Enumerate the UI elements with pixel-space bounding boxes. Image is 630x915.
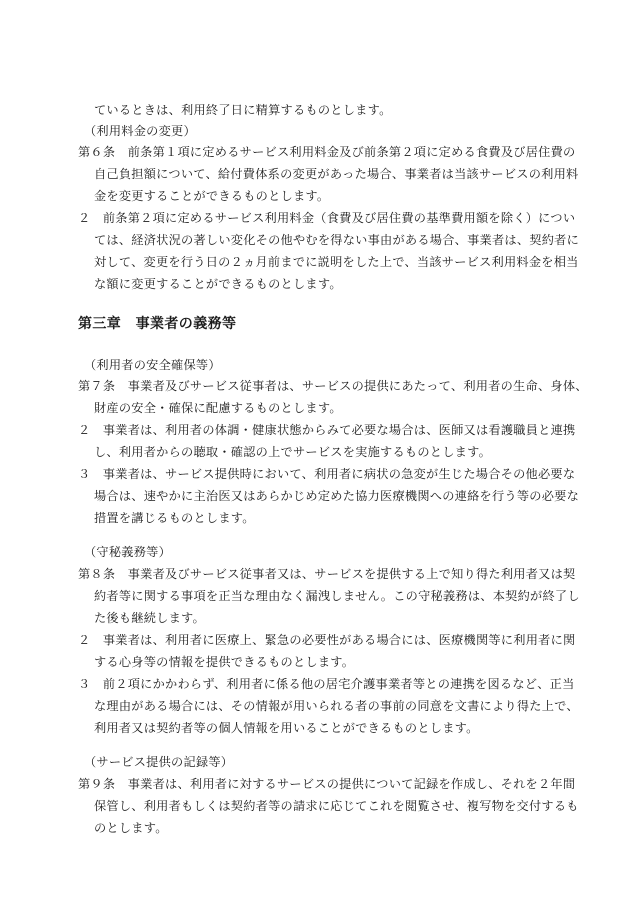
article-9-line-2: 保管し、利用者もしくは契約者等の請求に応じてこれを閲覧させ、複写物を交付するも	[94, 799, 579, 813]
article-7-para-3-line-1: ３ 事業者は、サービス提供時において、利用者に病状の急変が生じた場合その他必要な	[78, 467, 576, 481]
article-7-para-3-line-2: 場合は、速やかに主治医又はあらかじめ定めた協力医療機関への連絡を行う等の必要な	[94, 489, 580, 503]
article-8-para-2-line-2: する心身等の情報を提供できるものとします。	[94, 655, 355, 669]
article-6-line-2: 自己負担額について、給付費体系の変更があった場合、事業者は当該サービスの利用料	[94, 167, 579, 181]
article-6-para-2-line-2: ては、経済状況の著しい変化その他やむを得ない事由がある場合、事業者は、契約者に	[94, 233, 580, 247]
section-heading-fee-change: （利用料金の変更）	[84, 124, 196, 138]
article-6-line-1: 第６条 前条第１項に定めるサービス利用料金及び前条第２項に定める食費及び居住費の	[78, 145, 576, 159]
article-8-line-1: 第８条 事業者及びサービス従事者又は、サービスを提供する上で知り得た利用者又は契	[78, 567, 576, 581]
article-7-para-2-line-2: し、利用者からの聴取・確認の上でサービスを実施するものとします。	[94, 445, 492, 459]
article-6-para-2-line-1: ２ 前条第２項に定めるサービス利用料金（食費及び居住費の基準費用額を除く）につい	[78, 211, 576, 225]
article-8-para-3-line-2: な理由がある場合には、その情報が用いられる者の事前の同意を文書により得た上で、	[94, 699, 579, 713]
article-7-line-2: 財産の安全・確保に配慮するものとします。	[94, 401, 342, 415]
continuation-line: ているときは、利用終了日に精算するものとします。	[94, 103, 392, 117]
section-heading-confidentiality: （守秘義務等）	[84, 545, 172, 559]
article-8-line-3: た後も継続します。	[94, 611, 205, 625]
article-6-para-2-line-3: 対して、変更を行う日の２ヵ月前までに説明をした上で、当該サービス利用料金を相当	[94, 255, 579, 269]
article-6-line-3: 金を変更することができるものとします。	[94, 189, 330, 203]
article-7-para-2-line-1: ２ 事業者は、利用者の体調・健康状態からみて必要な場合は、医師又は看護職員と連携	[78, 423, 576, 437]
article-7-para-3-line-3: 措置を講じるものとします。	[94, 511, 255, 525]
section-heading-records: （サービス提供の記録等）	[84, 755, 234, 769]
article-8-line-2: 約者等に関する事項を正当な理由なく漏洩しません。この守秘義務は、本契約が終了し	[94, 589, 580, 603]
article-8-para-3-line-1: ３ 前２項にかかわらず、利用者に係る他の居宅介護事業者等との連携を図るなど、正当	[78, 677, 575, 691]
article-6-para-2-line-4: な額に変更することができるものとします。	[94, 277, 342, 291]
section-heading-safety: （利用者の安全確保等）	[84, 358, 221, 372]
article-9-line-3: のとします。	[94, 821, 168, 835]
article-8-para-3-line-3: 利用者又は契約者等の個人情報を用いることができるものとします。	[94, 721, 479, 735]
article-8-para-2-line-1: ２ 事業者は、利用者に医療上、緊急の必要性がある場合には、医療機関等に利用者に関	[78, 633, 576, 647]
chapter-title: 第三章 事業者の義務等	[78, 316, 237, 332]
article-7-line-1: 第７条 事業者及びサービス従事者は、サービスの提供にあたって、利用者の生命、身体、	[78, 379, 588, 393]
article-9-line-1: 第９条 事業者は、利用者に対するサービスの提供について記録を作成し、それを２年間	[78, 777, 576, 791]
